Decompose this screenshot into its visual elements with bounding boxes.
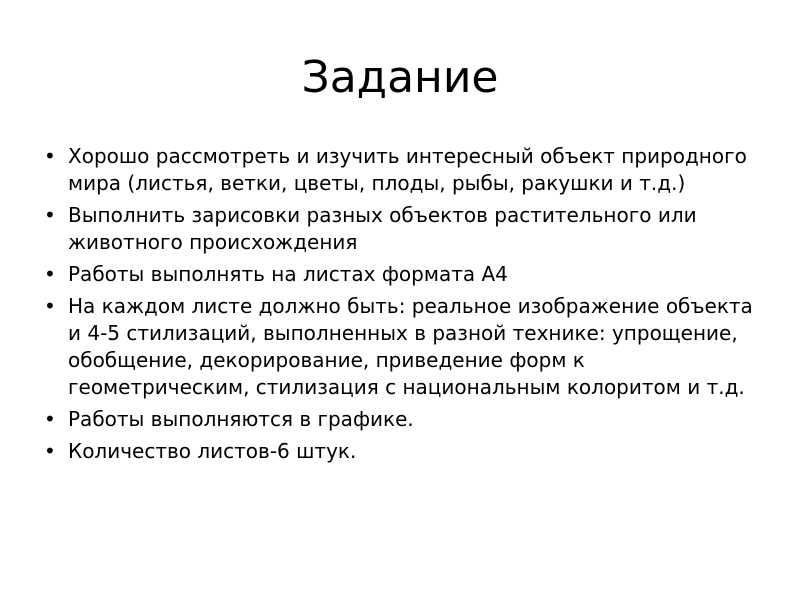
list-item-text: Количество листов-6 штук. [68,439,357,463]
list-item-text: Работы выполняются в графике. [68,407,414,432]
bullet-list [44,143,764,470]
bullet-icon: • [44,144,56,168]
list-item-text: На каждом листе должно быть: реальное изображение объекта и 4-5 стилизаций, выполненных в разной технике: упрощение, обобщение, декорирование, приведение форм к геометрическим, стилизация с национальным колоритом и т.д. [68,293,753,400]
slide-title: Задание [301,52,499,103]
bullet-icon: • [44,439,56,463]
bullet-icon: • [44,262,56,286]
list-item [44,293,764,402]
bullet-icon: • [44,293,56,318]
bullet-icon: • [44,407,56,432]
list-item [44,202,764,256]
list-item [44,143,764,197]
bullet-icon: • [44,203,56,227]
list-item [44,261,764,288]
list-item [44,438,764,465]
list-item [44,406,764,433]
list-item-text: Работы выполнять на листах формата А4 [68,262,508,286]
list-item-text: Выполнить зарисовки разных объектов растительного или животного происхождения [68,203,697,255]
list-item-text: Хорошо рассмотреть и изучить интересный объект природного мира (листья, ветки, цветы, плоды, рыбы, ракушки и т.д.) [68,144,747,196]
